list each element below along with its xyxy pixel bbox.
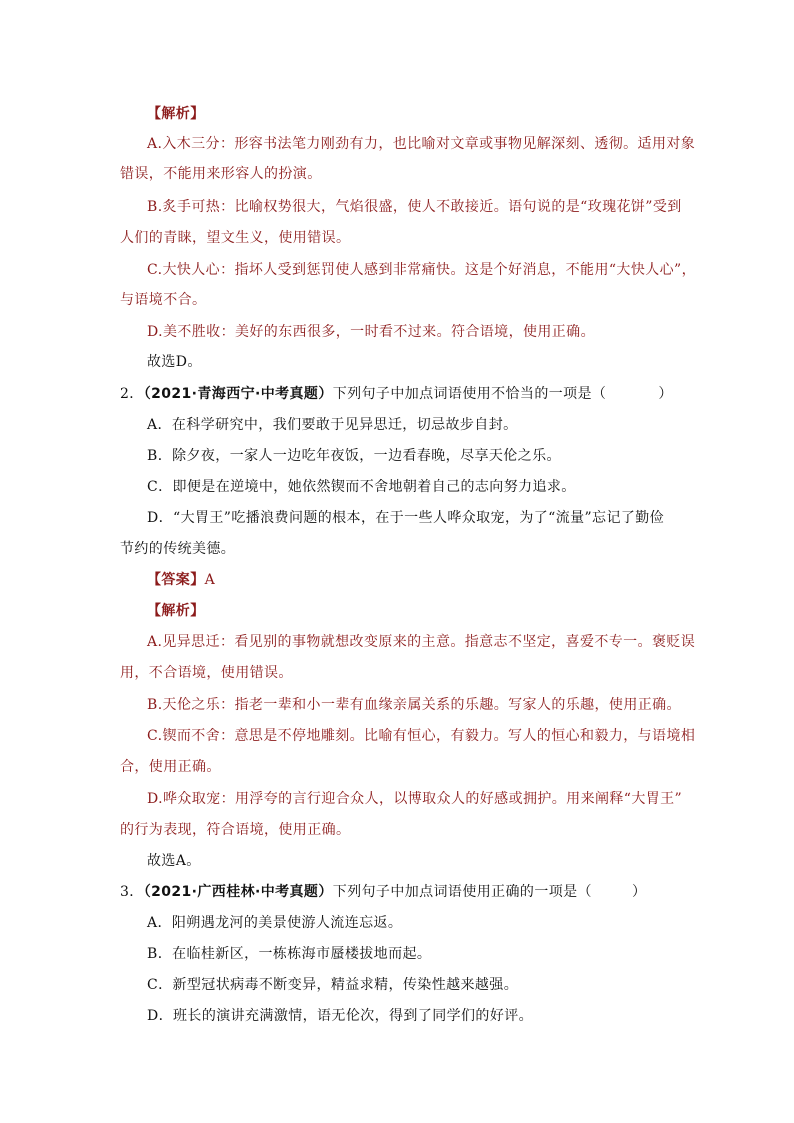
analysis-d-line2: 的行为表现，符合语境，使用正确。 [120, 822, 351, 838]
option-d: D．班长的演讲充满激情，语无伦次，得到了同学们的好评。 [147, 1008, 534, 1024]
option-a: A．在科学研究中，我们要敢于见异思迁，切忌故步自封。 [147, 417, 518, 433]
question-text: 下列句子中加点词语使用不恰当的一项是（ [332, 386, 607, 402]
question-text-end: ） [631, 884, 647, 900]
analysis-a-line1: A.见异思迁：看见别的事物就想改变原来的主意。指意志不坚定，喜爱不专一。褒贬误 [147, 634, 696, 650]
option-b: B．除夕夜，一家人一边吃年夜饭，一边看春晚，尽享天伦之乐。 [147, 448, 561, 464]
option-d-line2: 节约的传统美德。 [120, 541, 236, 557]
option-a: A．阳朔遇龙河的美景使游人流连忘返。 [147, 915, 403, 931]
question-text: 下列句子中加点词语使用正确的一项是（ [332, 884, 592, 900]
question-number: 2． [120, 386, 144, 402]
analysis-a-line2: 错误，不能用来形容人的扮演。 [120, 166, 322, 182]
option-c: C．新型冠状病毒不断变异，精益求精，传染性越来越强。 [147, 977, 519, 993]
analysis-d-line1: D.哗众取宠：用浮夸的言行迎合众人，以博取众人的好感或拥护。用来阐释“大胃王” [147, 791, 683, 807]
choose-line: 故选A。 [147, 853, 201, 869]
choose-line: 故选D。 [147, 354, 202, 370]
question-source: （2021·广西桂林·中考真题） [143, 884, 333, 900]
option-d-line1: D．“大胃王”吃播浪费问题的根本，在于一些人哗众取宠，为了“流量”忘记了勤俭 [147, 510, 665, 526]
option-b: B．在临桂新区，一栋栋海市蜃楼拔地而起。 [147, 946, 432, 962]
analysis-a-line2: 用，不合语境，使用错误。 [120, 665, 293, 681]
analysis-b-line2: 人们的青睐，望文生义，使用错误。 [120, 230, 351, 246]
option-c: C．即便是在逆境中，她依然锲而不舍地朝着自己的志向努力追求。 [147, 479, 576, 495]
question-source: （2021·青海西宁·中考真题） [143, 386, 333, 402]
question-number: 3． [120, 884, 144, 900]
question-2-stem [120, 384, 680, 404]
analysis-label: 【解析】 [147, 603, 205, 619]
analysis-c-line2: 合，使用正确。 [120, 759, 221, 775]
analysis-d-line1: D.美不胜收：美好的东西很多，一时看不过来。符合语境，使用正确。 [147, 324, 595, 340]
analysis-label: 【解析】 [147, 106, 205, 122]
analysis-a-line1: A.入木三分：形容书法笔力刚劲有力，也比喻对文章或事物见解深刻、透彻。适用对象 [147, 136, 696, 152]
question-3-stem [120, 882, 680, 902]
answer-line [147, 570, 707, 590]
analysis-b-line1: B.天伦之乐：指老一辈和小一辈有血缘亲属关系的乐趣。写家人的乐趣，使用正确。 [147, 697, 681, 713]
analysis-c-line2: 与语境不合。 [120, 292, 207, 308]
answer-label: 【答案】 [147, 572, 205, 588]
analysis-c-line1: C.锲而不舍：意思是不停地雕刻。比喻有恒心，有毅力。写人的恒心和毅力，与语境相 [147, 728, 696, 744]
answer-value: A [204, 572, 216, 588]
analysis-c-line1: C.大快人心：指坏人受到惩罚使人感到非常痛快。这是个好消息，不能用“大快人心”， [147, 262, 696, 278]
question-text-end: ） [658, 386, 673, 402]
analysis-b-line1: B.炙手可热：比喻权势很大，气焰很盛，使人不敢接近。语句说的是“玫瑰花饼”受到 [147, 199, 682, 215]
